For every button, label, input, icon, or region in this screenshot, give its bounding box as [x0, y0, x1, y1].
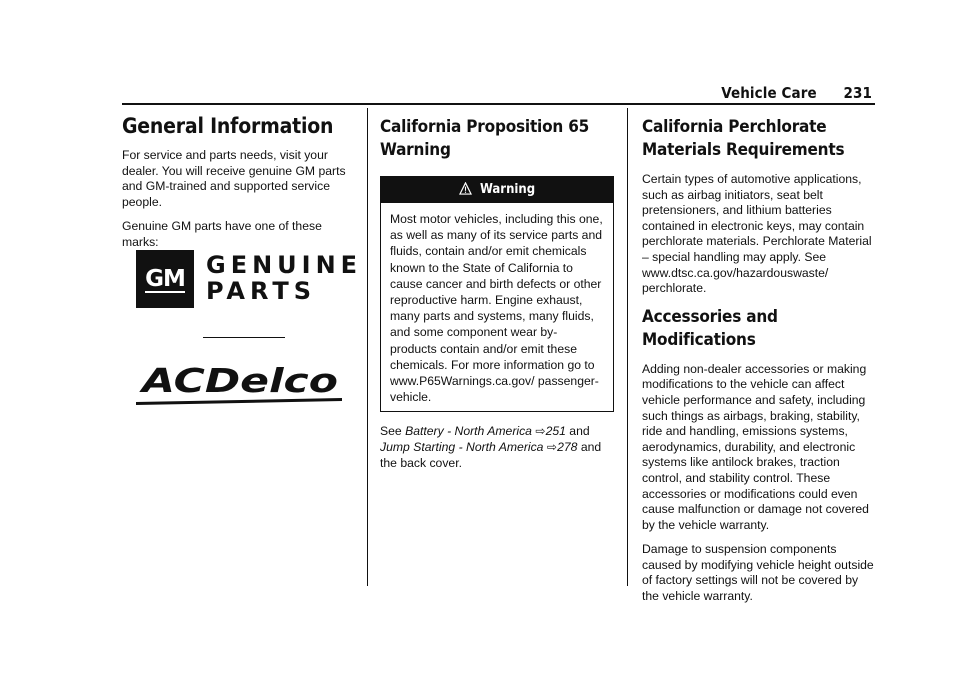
warning-triangle-icon [459, 182, 472, 195]
page-ref-arrow-icon: ⇨ [546, 440, 558, 455]
page-header [721, 84, 872, 102]
heading-accessories: Accessories and Modifications [642, 306, 778, 350]
column-prop65 [380, 110, 615, 480]
genuine-parts-wordmark: GENUINE PARTS [206, 251, 363, 305]
page-ref-278[interactable]: 278 [557, 440, 578, 455]
header-rule [122, 103, 875, 105]
warning-body [381, 203, 613, 411]
warning-label: Warning [479, 182, 536, 197]
column-perchlorate [642, 110, 878, 614]
paragraph-suspension: Damage to suspension components caused by modifying vehicle height outside of factory settings will not be covered by the vehicle warranty. [642, 542, 874, 604]
column-divider-2 [627, 108, 628, 586]
warning-text: Most motor vehicles, including this one, as well as many of its service parts and fluids, contain and/or emit chemicals known to the State of California to cause cancer and birth defects or other reproductive harm. Engine exhaust, many parts and systems, many fluids, and some component wear by-products contain and/or emit these chemicals. For more information go to www.P65Warnings.ca.gov/ passenger-vehicle. [390, 212, 603, 405]
svg-text:ACDelco: ACDelco [138, 361, 338, 400]
link-jump-starting[interactable]: Jump Starting - North America [380, 440, 544, 455]
page-number: 231 [843, 84, 872, 102]
warning-box [380, 176, 614, 412]
paragraph-marks: Genuine GM parts have one of these marks: [122, 219, 322, 249]
paragraph-accessories: Adding non-dealer accessories or making modifications to the vehicle can affect vehicle performance and safety, including such things as airbags, braking, stability, ride and handling, emissions systems, aerodynamics, durability, and electronic systems like antilock brakes, traction control, and stability control. These accessories or modifications could even cause malfunction or damage not covered by the vehicle warranty. [642, 361, 869, 532]
gm-logo: GM [136, 250, 194, 308]
page-ref-251[interactable]: 251 [545, 424, 566, 439]
warning-header [381, 177, 613, 203]
paragraph-perchlorate: Certain types of automotive applications, such as airbag initiators, seat belt pretensioners, and lithium batteries contained in electronic keys, may contain perchlorate materials. Perchlorate Material – special handling may apply. See www.dtsc.ca.gov/hazardouswaste/ perchlorate. [642, 172, 872, 296]
link-battery[interactable]: Battery - North America [405, 424, 532, 439]
logo-separator [203, 337, 285, 338]
section-title: Vehicle Care [721, 84, 817, 102]
column-general-information [122, 110, 357, 260]
see-references: See Battery - North America ⇨251 and Jump Starting - North America ⇨278 and the back cover. [380, 424, 602, 470]
acdelco-logo [134, 360, 344, 408]
heading-perchlorate: California Perchlorate Materials Requirements [642, 117, 845, 160]
page-ref-arrow-icon: ⇨ [535, 424, 546, 439]
paragraph-service: For service and parts needs, visit your dealer. You will receive genuine GM parts and GM-trained and supported service people. [122, 148, 346, 209]
column-divider-1 [367, 108, 368, 586]
heading-prop65: California Proposition 65 Warning [380, 117, 590, 160]
heading-general-information: General Information [122, 114, 334, 138]
